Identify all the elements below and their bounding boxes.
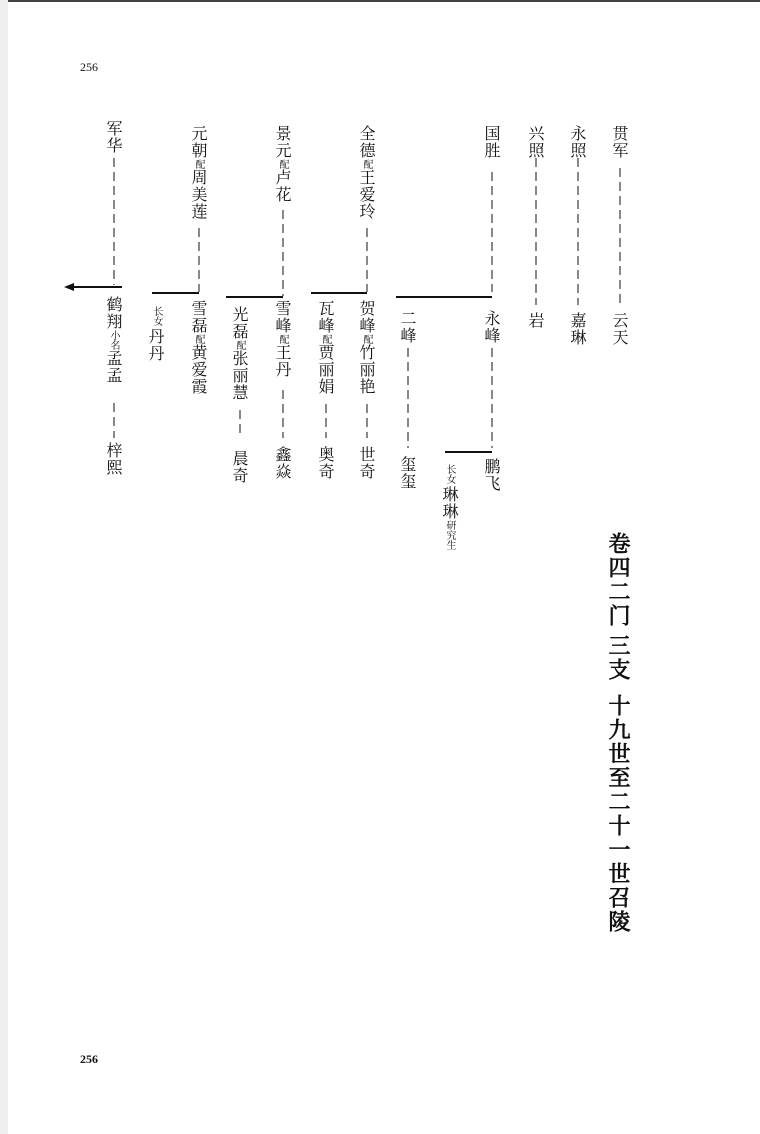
nickname-note: 小名	[108, 330, 119, 350]
person-xingzhao: 兴照	[526, 125, 545, 159]
page-number-bottom: 256	[80, 1052, 98, 1066]
person-jingyuan-name: 景元	[273, 125, 292, 159]
person-guanjun: 贯军	[610, 125, 629, 159]
person-xuefeng-name: 雪峰	[273, 300, 292, 334]
person-hexiang-name: 鹤翔	[104, 296, 123, 330]
person-xinyan: 鑫焱	[273, 446, 292, 480]
note-graduate-student: 研究生	[444, 520, 455, 550]
pei-marker: 配	[361, 334, 372, 344]
person-yuanchao	[190, 125, 206, 220]
person-linlin: 琳琳	[440, 486, 459, 520]
person-guosheng: 国胜	[482, 125, 501, 159]
person-yongfeng: 永峰	[482, 310, 501, 344]
person-wafeng-name: 瓦峰	[316, 300, 335, 334]
person-junhua: 军华	[104, 120, 123, 154]
pei-marker: 配	[361, 159, 372, 169]
caption-branch: 三支	[605, 634, 631, 682]
pei-marker: 配	[277, 159, 288, 169]
person-yuntian: 云天	[610, 312, 629, 346]
person-zixi: 梓熙	[104, 442, 123, 476]
label-eldest-daughter: 长女	[444, 464, 455, 484]
person-xuelei-name: 雪磊	[189, 300, 208, 334]
person-jingyuan	[274, 125, 290, 203]
person-wafeng	[317, 300, 333, 395]
person-guanglei-spouse: 张丽慧	[230, 350, 249, 401]
person-jingyuan-spouse: 卢花	[273, 169, 292, 203]
person-wafeng-spouse: 贾丽娟	[316, 344, 335, 395]
person-guanglei-name: 光磊	[230, 306, 249, 340]
person-yuanchao-spouse: 周美莲	[189, 169, 208, 220]
person-xuelei-spouse: 黄爱霞	[189, 344, 208, 395]
person-xixi: 玺玺	[398, 456, 417, 490]
caption-volume: 卷四二门	[605, 532, 631, 628]
person-yuanchao-name: 元朝	[189, 125, 208, 159]
person-xuefeng-spouse: 王丹	[273, 344, 292, 378]
pei-marker: 配	[320, 334, 331, 344]
person-hexiang	[105, 296, 121, 384]
person-xuefeng	[274, 300, 290, 378]
person-erfeng: 二峰	[398, 310, 417, 344]
person-chenqi: 晨奇	[230, 450, 249, 484]
person-shiqi: 世奇	[357, 446, 376, 480]
person-hefeng	[358, 300, 374, 395]
person-quande-spouse: 王爱玲	[357, 169, 376, 220]
pei-marker: 配	[277, 334, 288, 344]
person-quande	[358, 125, 374, 220]
person-aoqi: 奥奇	[316, 446, 335, 480]
pei-marker: 配	[234, 340, 245, 350]
person-yongzhao: 永照	[568, 125, 587, 159]
person-hefeng-name: 贺峰	[357, 300, 376, 334]
person-jialin: 嘉琳	[568, 312, 587, 346]
person-hefeng-spouse: 竹丽艳	[357, 344, 376, 395]
label-eldest-daughter: 长女	[151, 306, 162, 326]
person-xuelei	[190, 300, 206, 395]
person-guanglei	[231, 306, 247, 401]
person-quande-name: 全德	[357, 125, 376, 159]
person-pengfei: 鹏飞	[482, 458, 501, 492]
page-number-top: 256	[80, 60, 98, 74]
person-yan: 岩	[526, 312, 545, 329]
person-hexiang-alias: 孟孟	[104, 350, 123, 384]
caption-generations: 十九世至二十一世召陵	[605, 694, 631, 934]
pei-marker: 配	[193, 159, 204, 169]
pei-marker: 配	[193, 334, 204, 344]
person-dandan: 丹丹	[146, 328, 165, 362]
